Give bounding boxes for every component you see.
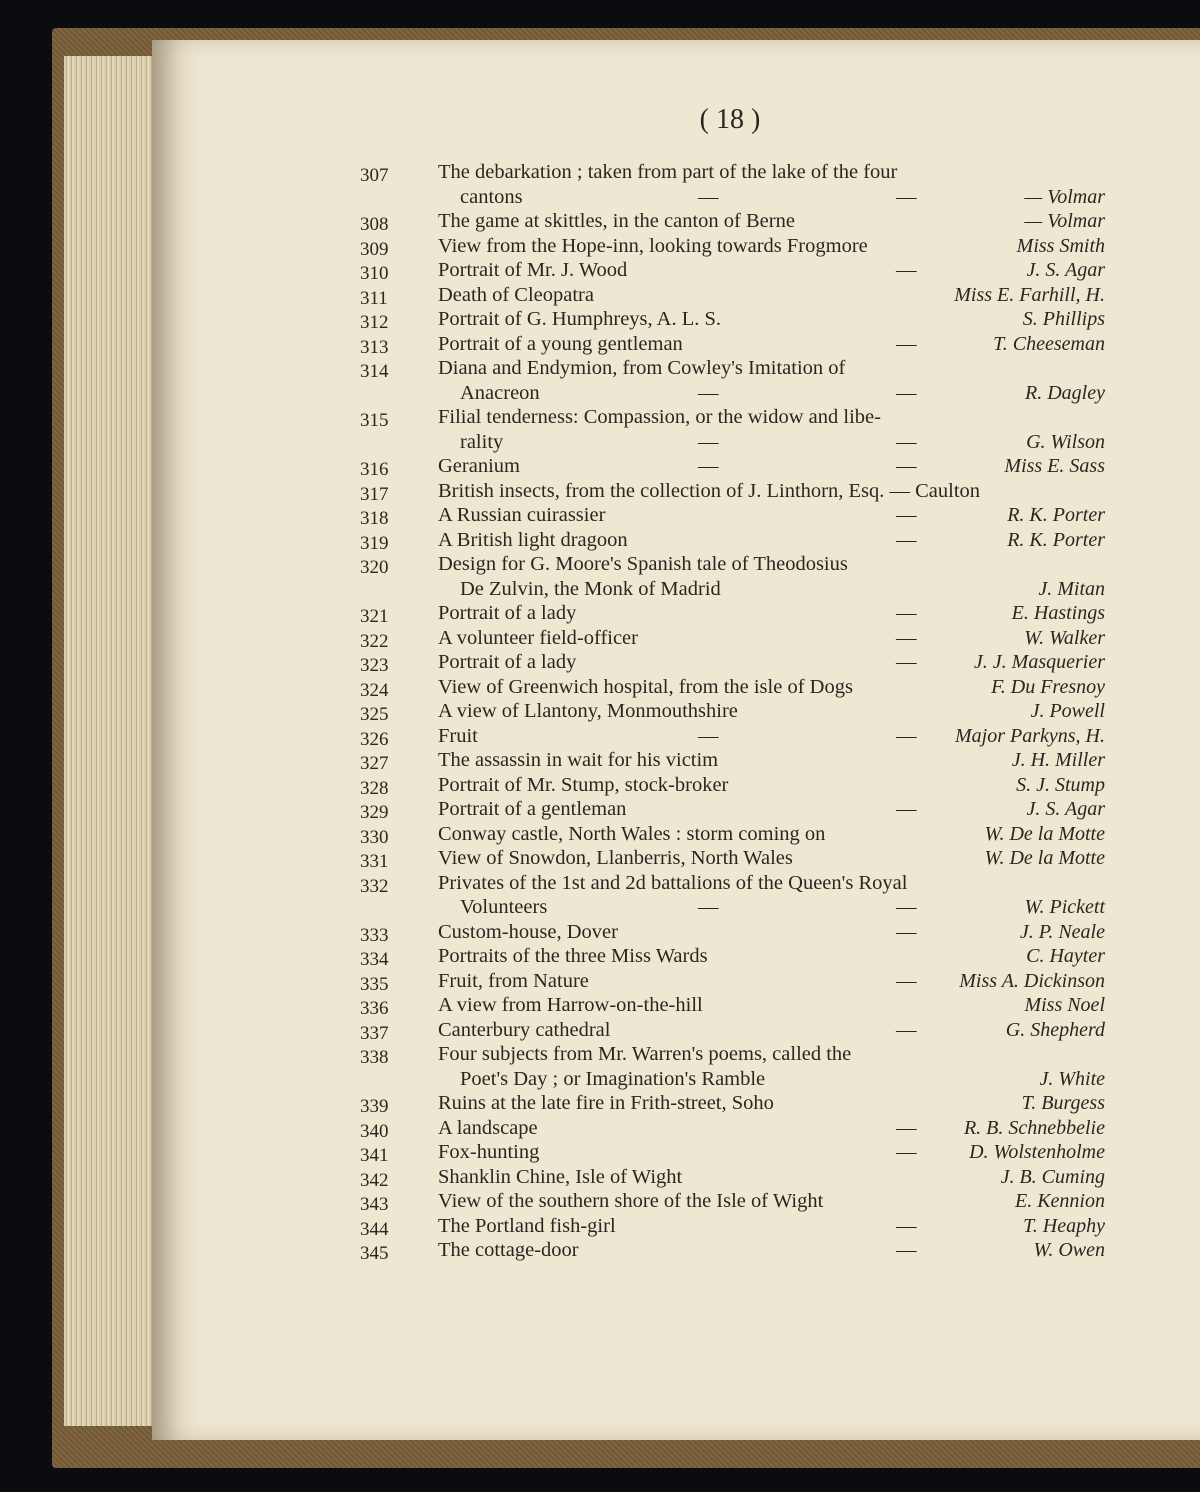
- entry-title-continued: Volunteers: [460, 896, 548, 918]
- catalogue-entry: [360, 699, 1105, 724]
- entry-line: [360, 675, 1105, 700]
- entry-number: 317: [360, 483, 389, 505]
- dash-separator: —: [896, 651, 917, 673]
- dash-separator: —: [698, 896, 719, 918]
- entry-title: Four subjects from Mr. Warren's poems, called the: [438, 1043, 852, 1065]
- entry-artist: J. B. Cuming: [1000, 1165, 1105, 1188]
- catalogue-entry: [360, 356, 1105, 405]
- dash-separator: —: [896, 1214, 917, 1237]
- entry-number: 318: [360, 508, 389, 529]
- entry-artist: W. Walker: [1024, 626, 1105, 649]
- dash-separator: —: [698, 430, 719, 453]
- catalogue-entry: [360, 258, 1105, 283]
- entry-line: [360, 944, 1105, 969]
- dash-separator: —: [896, 381, 917, 404]
- dash-separator: —: [896, 626, 917, 649]
- entry-title: Design for G. Moore's Spanish tale of Theodosius: [438, 553, 848, 575]
- entry-line: [360, 1091, 1105, 1116]
- entry-number: 316: [360, 459, 389, 480]
- entry-title: Portrait of Mr. Stump, stock-broker: [438, 773, 729, 796]
- entry-title: A British light dragoon: [438, 528, 628, 551]
- entry-artist: T. Burgess: [1021, 1092, 1105, 1114]
- entry-title: Privates of the 1st and 2d battalions of the Queen's Royal: [438, 871, 908, 894]
- catalogue-entry: [360, 920, 1105, 945]
- entry-artist: T. Cheeseman: [993, 332, 1105, 355]
- entry-title-continued: De Zulvin, the Monk of Madrid: [460, 577, 721, 600]
- entry-line: [360, 405, 1105, 430]
- entry-artist: T. Heaphy: [1023, 1214, 1105, 1237]
- entry-artist: W. Pickett: [1024, 896, 1105, 918]
- entry-artist: Miss E. Sass: [1004, 455, 1105, 477]
- entry-number: 323: [360, 655, 389, 676]
- entry-title: A view of Llantony, Monmouthshire: [438, 700, 738, 722]
- entry-artist: F. Du Fresnoy: [991, 675, 1105, 698]
- entry-artist: Miss A. Dickinson: [959, 969, 1105, 992]
- entry-title: Portrait of a lady: [438, 602, 577, 624]
- dash-separator: —: [896, 920, 917, 943]
- catalogue-entry: [360, 1189, 1105, 1214]
- entry-line: [360, 822, 1105, 847]
- dash-separator: —: [896, 1116, 917, 1139]
- entry-line: [360, 1140, 1105, 1165]
- catalogue-entry: [360, 650, 1105, 675]
- entry-artist: J. Mitan: [1038, 577, 1105, 600]
- entry-artist: E. Hastings: [1011, 602, 1105, 624]
- catalogue-entry: [360, 503, 1105, 528]
- entry-title: Ruins at the late fire in Frith-street, Soho: [438, 1092, 774, 1114]
- entry-artist: S. Phillips: [1022, 308, 1105, 330]
- entry-title: View of Greenwich hospital, from the isle of Dogs: [438, 675, 853, 698]
- entry-artist: J. Powell: [1030, 700, 1105, 722]
- entry-line: [360, 871, 1105, 896]
- dash-separator: —: [896, 259, 917, 281]
- catalogue-entry: [360, 283, 1105, 308]
- entry-number: 334: [360, 949, 389, 970]
- catalogue-entry: [360, 1091, 1105, 1116]
- entry-number: 335: [360, 973, 389, 995]
- entry-number: 339: [360, 1096, 389, 1117]
- entry-number: 307: [360, 165, 389, 186]
- entry-number: 310: [360, 263, 389, 284]
- entry-artist: W. De la Motte: [984, 847, 1105, 869]
- catalogue-entry: [360, 1018, 1105, 1043]
- catalogue-entry: [360, 1238, 1105, 1263]
- entry-artist: W. De la Motte: [984, 822, 1105, 845]
- entry-title: British insects, from the collection of J. Linthorn, Esq. — Caulton: [438, 479, 981, 502]
- entry-line: [360, 1042, 1105, 1067]
- catalogue-entry: [360, 332, 1105, 357]
- entry-line: [360, 601, 1105, 626]
- entry-title: Portrait of a young gentleman: [438, 332, 683, 355]
- entry-artist: R. K. Porter: [1007, 504, 1105, 526]
- dash-separator: —: [698, 381, 719, 404]
- entry-line: [360, 1214, 1105, 1239]
- entry-line: [360, 699, 1105, 724]
- entry-line: [360, 160, 1105, 185]
- entry-number: 326: [360, 728, 389, 750]
- entry-line: [360, 626, 1105, 651]
- entry-title: Conway castle, North Wales : storm coming on: [438, 822, 826, 845]
- entry-line: [360, 650, 1105, 675]
- entry-title: Portrait of Mr. J. Wood: [438, 259, 628, 281]
- entry-line: [360, 797, 1105, 822]
- catalogue-entry: [360, 724, 1105, 749]
- catalogue-entry: [360, 822, 1105, 847]
- entry-line: [360, 1018, 1105, 1043]
- entry-number: 338: [360, 1047, 389, 1068]
- entry-number: 336: [360, 998, 389, 1019]
- entry-line: [360, 1165, 1105, 1190]
- entry-title: Filial tenderness: Compassion, or the widow and libe-: [438, 406, 881, 428]
- entry-line: [360, 332, 1105, 357]
- entry-line: [360, 283, 1105, 308]
- entry-artist: J. P. Neale: [1019, 920, 1105, 943]
- catalogue-entry: [360, 405, 1105, 454]
- entry-artist: D. Wolstenholme: [969, 1141, 1105, 1163]
- entry-title-continued: Poet's Day ; or Imagination's Ramble: [460, 1067, 766, 1090]
- entry-line: [360, 234, 1105, 259]
- entry-number: 342: [360, 1169, 389, 1191]
- catalogue-entry: [360, 626, 1105, 651]
- entry-number: 345: [360, 1243, 389, 1264]
- entry-line: [360, 209, 1105, 234]
- catalogue-entry: [360, 1165, 1105, 1190]
- catalogue-entry: [360, 528, 1105, 553]
- entry-number: 325: [360, 704, 389, 725]
- entry-title: Geranium: [438, 455, 520, 477]
- catalogue-entry: [360, 234, 1105, 259]
- entry-number: 333: [360, 924, 389, 946]
- catalogue-entry: [360, 552, 1105, 601]
- catalogue-entry: [360, 773, 1105, 798]
- entry-number: 312: [360, 312, 389, 333]
- dash-separator: —: [896, 185, 917, 208]
- entry-title: The Portland fish-girl: [438, 1214, 616, 1237]
- entry-title: Death of Cleopatra: [438, 283, 594, 306]
- entry-title: Portraits of the three Miss Wards: [438, 945, 708, 967]
- entry-line: [360, 577, 1105, 602]
- entry-title: A volunteer field-officer: [438, 626, 638, 649]
- entry-title: The game at skittles, in the canton of Berne: [438, 210, 795, 232]
- entry-number: 337: [360, 1022, 389, 1044]
- dash-separator: —: [896, 528, 917, 551]
- entry-title: Diana and Endymion, from Cowley's Imitation of: [438, 357, 846, 379]
- catalogue-entry: [360, 479, 1105, 504]
- dash-separator: —: [896, 1141, 917, 1163]
- entry-title: Canterbury cathedral: [438, 1018, 611, 1041]
- entry-title: Portrait of a lady: [438, 651, 577, 673]
- entry-title: A landscape: [438, 1116, 538, 1139]
- dash-separator: —: [896, 969, 917, 992]
- entry-artist: R. B. Schnebbelie: [963, 1116, 1105, 1139]
- dash-separator: —: [896, 798, 917, 820]
- entry-number: 340: [360, 1120, 389, 1142]
- entry-number: 332: [360, 875, 389, 897]
- dash-separator: —: [896, 1239, 917, 1261]
- page-number: ( 18 ): [699, 104, 761, 135]
- dash-separator: —: [896, 724, 917, 747]
- entry-number: 319: [360, 532, 389, 554]
- catalogue-entry: [360, 454, 1105, 479]
- dash-separator: —: [896, 332, 917, 355]
- catalogue-entry: [360, 1140, 1105, 1165]
- catalogue-entry: [360, 846, 1105, 871]
- entry-number: 308: [360, 214, 389, 235]
- entry-title-continued: Anacreon: [460, 381, 540, 404]
- catalogue-entry: [360, 969, 1105, 994]
- entry-number: 322: [360, 630, 389, 652]
- entry-number: 331: [360, 851, 389, 872]
- entry-artist: W. Owen: [1033, 1239, 1105, 1261]
- entry-line: [360, 846, 1105, 871]
- catalogue-entry: [360, 160, 1105, 209]
- dash-separator: —: [698, 724, 719, 747]
- entry-title-continued: cantons: [460, 185, 523, 208]
- entry-line: [360, 1116, 1105, 1141]
- entry-artist: G. Shepherd: [1005, 1018, 1105, 1041]
- dash-separator: —: [896, 1018, 917, 1041]
- entry-title: View from the Hope-inn, looking towards Frogmore: [438, 234, 868, 257]
- entry-line: [360, 185, 1105, 210]
- entry-title: View of Snowdon, Llanberris, North Wales: [438, 847, 793, 869]
- catalogue-entry: [360, 601, 1105, 626]
- entry-artist: J. S. Agar: [1026, 798, 1105, 820]
- catalogue-entry: [360, 944, 1105, 969]
- entry-line: [360, 356, 1105, 381]
- entry-line: [360, 307, 1105, 332]
- entry-title: A view from Harrow-on-the-hill: [438, 994, 703, 1016]
- entry-artist: J. S. Agar: [1026, 259, 1105, 281]
- dash-separator: —: [896, 430, 917, 453]
- entry-artist: C. Hayter: [1026, 945, 1105, 967]
- entry-line: [360, 1067, 1105, 1092]
- entry-artist: G. Wilson: [1026, 430, 1105, 453]
- entry-title: Fox-hunting: [438, 1141, 540, 1163]
- catalogue-entry: [360, 307, 1105, 332]
- entry-number: 320: [360, 557, 389, 578]
- entry-line: [360, 895, 1105, 920]
- entry-title: Custom-house, Dover: [438, 920, 618, 943]
- entry-artist: Miss Smith: [1016, 234, 1105, 257]
- entry-number: 341: [360, 1145, 389, 1166]
- entry-title: The assassin in wait for his victim: [438, 749, 719, 771]
- entry-line: [360, 258, 1105, 283]
- catalogue-entry: [360, 993, 1105, 1018]
- entry-artist: J. J. Masquerier: [973, 651, 1105, 673]
- entry-title: The cottage-door: [438, 1239, 579, 1261]
- catalogue-entry: [360, 871, 1105, 920]
- entry-number: 327: [360, 753, 389, 774]
- entry-line: [360, 381, 1105, 406]
- entry-line: [360, 503, 1105, 528]
- catalogue-entry: [360, 1042, 1105, 1091]
- entry-artist: J. H. Miller: [1011, 749, 1105, 771]
- entry-line: [360, 920, 1105, 945]
- entry-title: Shanklin Chine, Isle of Wight: [438, 1165, 683, 1188]
- entry-title: Portrait of G. Humphreys, A. L. S.: [438, 308, 721, 330]
- entry-line: [360, 479, 1105, 504]
- entry-title: The debarkation ; taken from part of the lake of the four: [438, 161, 898, 183]
- entry-number: 324: [360, 679, 389, 701]
- entry-line: [360, 552, 1105, 577]
- entry-title: Fruit: [438, 724, 478, 747]
- entry-artist: S. J. Stump: [1016, 773, 1105, 796]
- entry-number: 344: [360, 1218, 389, 1240]
- entry-line: [360, 1238, 1105, 1263]
- entry-artist: Miss Noel: [1024, 994, 1105, 1016]
- entry-line: [360, 454, 1105, 479]
- entry-line: [360, 528, 1105, 553]
- entry-artist: — Volmar: [1024, 210, 1105, 232]
- catalogue-entry: [360, 1214, 1105, 1239]
- catalogue-entry: [360, 209, 1105, 234]
- dash-separator: —: [896, 602, 917, 624]
- entry-title-continued: rality: [460, 430, 504, 453]
- catalogue-entry: [360, 797, 1105, 822]
- entry-artist: Major Parkyns, H.: [955, 724, 1105, 747]
- entry-title: View of the southern shore of the Isle of Wight: [438, 1190, 824, 1212]
- entry-title: Fruit, from Nature: [438, 969, 589, 992]
- entry-number: 313: [360, 336, 389, 358]
- entry-number: 311: [360, 287, 388, 309]
- entry-artist: Miss E. Farhill, H.: [954, 283, 1105, 306]
- entry-line: [360, 773, 1105, 798]
- entry-artist: E. Kennion: [1015, 1190, 1105, 1212]
- entry-artist: J. White: [1039, 1067, 1105, 1090]
- entry-artist: R. K. Porter: [1007, 528, 1105, 551]
- entry-line: [360, 748, 1105, 773]
- entry-artist: R. Dagley: [1025, 381, 1105, 404]
- entry-title: Portrait of a gentleman: [438, 798, 627, 820]
- entry-line: [360, 1189, 1105, 1214]
- entry-line: [360, 969, 1105, 994]
- catalogue-entry: [360, 675, 1105, 700]
- entry-number: 321: [360, 606, 389, 627]
- entry-number: 343: [360, 1194, 389, 1215]
- entry-line: [360, 993, 1105, 1018]
- catalogue-entry: [360, 1116, 1105, 1141]
- entry-number: 329: [360, 802, 389, 823]
- dash-separator: —: [698, 185, 719, 208]
- dash-separator: —: [698, 455, 719, 477]
- catalogue-entry: [360, 748, 1105, 773]
- dash-separator: —: [896, 896, 917, 918]
- entry-number: 315: [360, 410, 389, 431]
- entry-line: [360, 430, 1105, 455]
- entry-number: 314: [360, 361, 389, 382]
- dash-separator: —: [896, 455, 917, 477]
- entry-line: [360, 724, 1105, 749]
- entry-number: 330: [360, 826, 389, 848]
- entry-number: 309: [360, 238, 389, 260]
- entry-title: A Russian cuirassier: [438, 504, 606, 526]
- dash-separator: —: [896, 504, 917, 526]
- entry-number: 328: [360, 777, 389, 799]
- entry-artist: — Volmar: [1024, 185, 1105, 208]
